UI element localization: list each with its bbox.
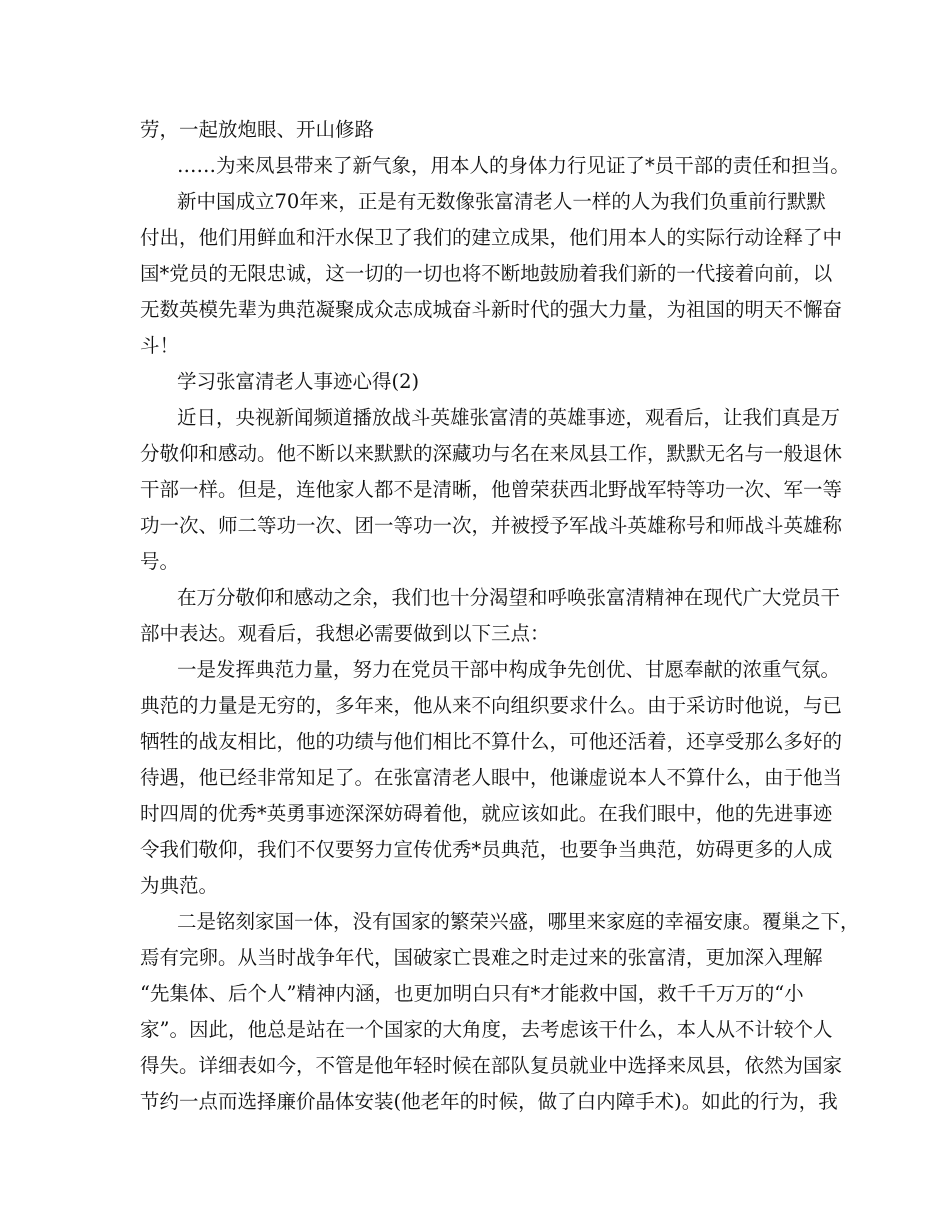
text-line: 时四周的优秀*英勇事迹深深妨碍着他，就应该如此。在我们眼中，他的先进事迹 — [140, 802, 833, 825]
text-line: 为典范。 — [140, 874, 219, 897]
text-line: 家”。因此，他总是站在一个国家的大角度，去考虑该干什么，本人从不计较个人 — [140, 1018, 833, 1041]
text-line: 号。 — [140, 550, 180, 573]
text-line: “先集体、后个人”精神内涵，也更加明白只有*才能救中国，救千千万万的“小 — [140, 982, 804, 1005]
text-line: 令我们敬仰，我们不仅要努力宣传优秀*员典范，也要争当典范，妨碍更多的人成 — [140, 838, 833, 861]
text-line: 劳，一起放炮眼、开山修路 — [140, 118, 375, 141]
text-line: 部中表达。观看后，我想必需要做到以下三点： — [140, 622, 550, 645]
text-line: 斗！ — [140, 334, 180, 357]
text-line: ……为来凤县带来了新气象，用本人的身体力行见证了*员干部的责任和担当。 — [177, 154, 850, 177]
text-line: 无数英模先辈为典范凝聚成众志成城奋斗新时代的强大力量，为祖国的明天不懈奋 — [140, 298, 843, 321]
text-line: 待遇，他已经非常知足了。在张富清老人眼中，他谦虚说本人不算什么，由于他当 — [140, 766, 843, 789]
text-line: 功一次、师二等功一次、团一等功一次，并被授予军战斗英雄称号和师战斗英雄称 — [140, 514, 843, 537]
section-heading: 学习张富清老人事迹心得(2) — [177, 370, 420, 393]
text-line: 在万分敬仰和感动之余，我们也十分渴望和呼唤张富清精神在现代广大党员干 — [177, 586, 841, 609]
text-line: 分敬仰和感动。他不断以来默默的深藏功与名在来凤县工作，默默无名与一般退休 — [140, 442, 843, 465]
text-line: 近日，央视新闻频道播放战斗英雄张富清的英雄事迹，观看后，让我们真是万 — [177, 406, 841, 429]
text-line: 得失。详细表如今，不管是他年轻时候在部队复员就业中选择来凤县，依然为国家 — [140, 1054, 843, 1077]
text-line: 节约一点而选择廉价晶体安装(他老年的时候，做了白内障手术)。如此的行为，我 — [140, 1090, 838, 1113]
text-line: 一是发挥典范力量，努力在党员干部中构成争先创优、甘愿奉献的浓重气氛。 — [177, 658, 841, 681]
text-line: 新中国成立70年来，正是有无数像张富清老人一样的人为我们负重前行默默 — [177, 190, 826, 213]
text-line: 牺牲的战友相比，他的功绩与他们相比不算什么，可他还活着，还享受那么多好的 — [140, 730, 843, 753]
text-line: 二是铭刻家国一体，没有国家的繁荣兴盛，哪里来家庭的幸福安康。覆巢之下， — [177, 910, 860, 933]
text-line: 国*党员的无限忠诚，这一切的一切也将不断地鼓励着我们新的一代接着向前，以 — [140, 262, 833, 285]
text-line: 付出，他们用鲜血和汗水保卫了我们的建立成果，他们用本人的实际行动诠释了中 — [140, 226, 843, 249]
text-line: 典范的力量是无穷的，多年来，他从来不向组织要求什么。由于采访时他说，与已 — [140, 694, 843, 717]
text-line: 焉有完卵。从当时战争年代，国破家亡畏难之时走过来的张富清，更加深入理解 — [140, 946, 823, 969]
text-line: 干部一样。但是，连他家人都不是清晰，他曾荣获西北野战军特等功一次、军一等 — [140, 478, 843, 501]
